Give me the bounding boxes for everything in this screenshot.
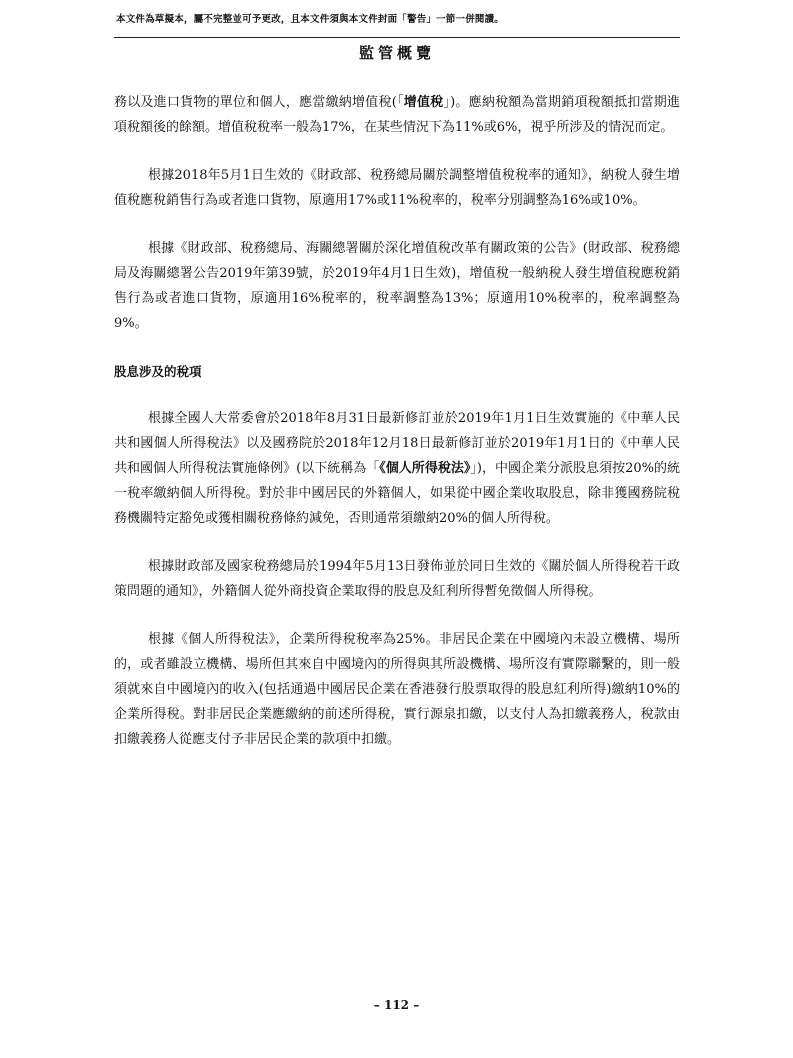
paragraph-vat-2018: 根據2018年5月1日生效的《財政部、稅務總局關於調整增值稅稅率的通知》，納稅人發生增值稅應稅銷售行為或者進口貨物，原適用17%或11%稅率的，稅率分別調整為16%或10%。	[114, 168, 680, 208]
paragraph-text: 」)，中國企業分派股息須按20%的統一稅率繳納個人所得稅。對於非中國居民的外籍個人，如果從中國企業收取股息，除非獲國務院稅務機關特定豁免或獲相關稅務條約減免，否則通常須繳納20%的個人所得稅。	[114, 461, 680, 526]
paragraph-individual-income-tax	[114, 406, 680, 531]
defined-term: 《個人所得稅法》	[379, 461, 471, 476]
defined-term: 增值稅	[403, 95, 444, 110]
header-rule	[114, 37, 680, 38]
page-number: – 112 –	[373, 998, 420, 1012]
paragraph-foreign-individual-exemption: 根據財政部及國家稅務總局於1994年5月13日發佈並於同日生效的《關於個人所得稅若干政策問題的通知》，外籍個人從外商投資企業取得的股息及紅利所得暫免徵個人所得稅。	[114, 559, 680, 599]
section-heading-dividend-tax: 股息涉及的稅項	[114, 364, 202, 379]
document-body	[114, 90, 680, 775]
paragraph-enterprise-income-tax: 根據《個人所得稅法》，企業所得稅稅率為25%。非居民企業在中國境內未設立機構、場所的，或者雖設立機構、場所但其來自中國境內的所得與其所設機構、場所沒有實際聯繫的，則一般須就來自中國境內的收入(包括通過中國居民企業在香港發行股票取得的股息紅利所得)繳納10%的企業所得稅。對非居民企業應繳納的前述所得稅，實行源泉扣繳，以支付人為扣繳義務人，稅款由扣繳義務人從應支付予非居民企業的款項中扣繳。	[114, 632, 680, 747]
paragraph-text: 」)。應納稅額為當期銷項稅額抵扣當期進項稅額後的餘額。增值稅稅率一般為17%，在某些情況下為11%或6%，視乎所涉及的情況而定。	[114, 95, 680, 135]
paragraph-text: 務以及進口貨物的單位和個人，應當繳納增值稅(「	[114, 95, 404, 110]
paragraph-vat-2019: 根據《財政部、稅務總局、海關總署關於深化增值稅改革有關政策的公告》(財政部、稅務總局及海關總署公告2019年第39號，於2019年4月1日生效)，增值稅一般納稅人發生增值稅應稅銷售行為或者進口貨物，原適用16%稅率的，稅率調整為13%；原適用10%稅率的，稅率調整為9%。	[114, 241, 680, 331]
paragraph-text: 根據全國人大常委會於2018年8月31日最新修訂並於2019年1月1日生效實施的《中華人民共和國個人所得稅法》以及國務院於2018年12月18日最新修訂並於2019年1月1日的《中華人民共和國個人所得稅法實施條例》(以下統稱為「	[114, 411, 680, 476]
draft-notice: 本文件為草擬本，屬不完整並可予更改，且本文件須與本文件封面「警告」一節一併閱讀。	[116, 14, 505, 25]
paragraph-vat-intro	[114, 90, 680, 140]
section-title: 監管概覽	[358, 44, 435, 62]
